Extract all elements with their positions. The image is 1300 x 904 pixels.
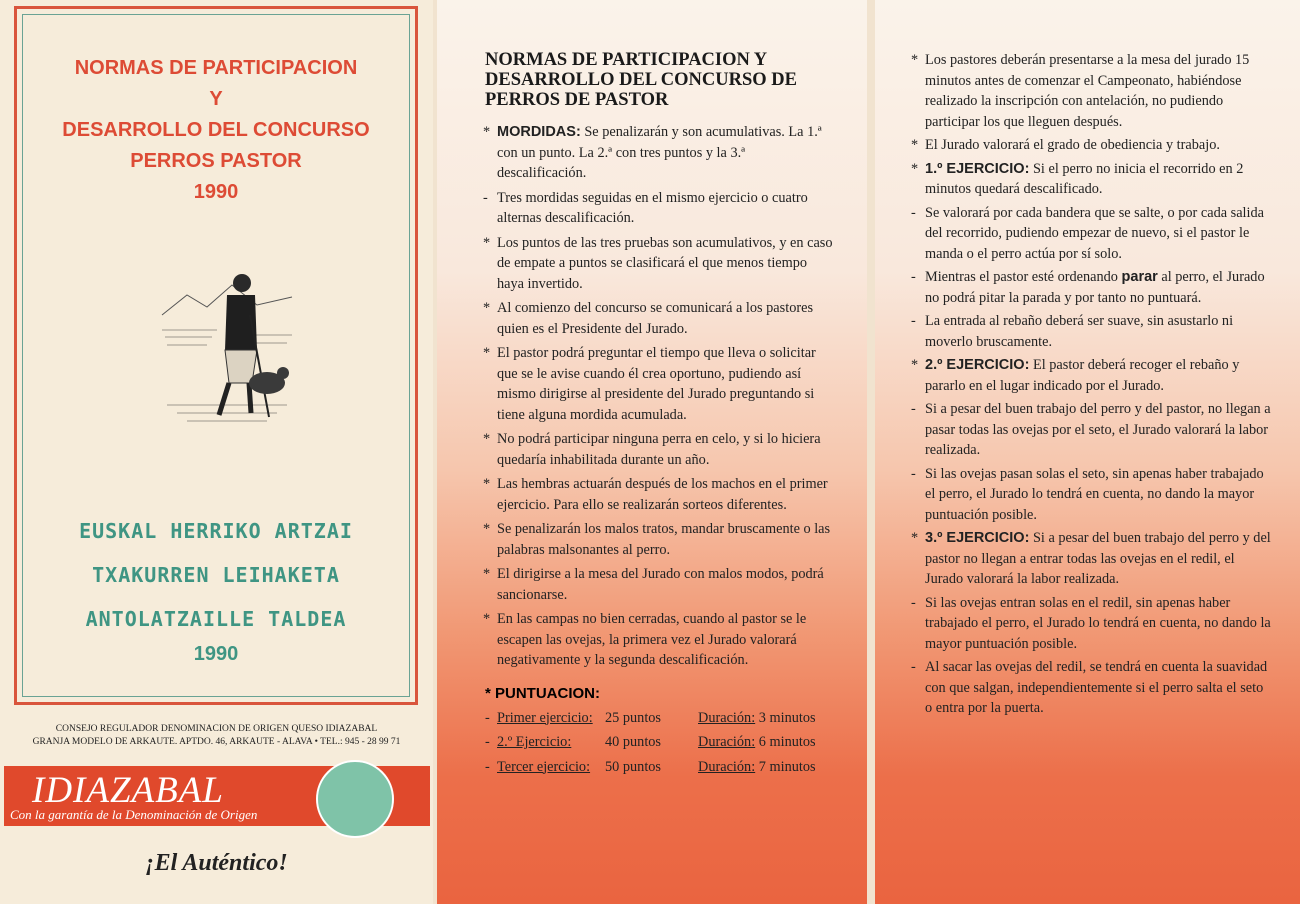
rule-item: * El dirigirse a la mesa del Jurado con malos modos, podrá sancionarse.: [483, 566, 824, 603]
rules-panel-continued: [875, 0, 1300, 904]
rule-item: * Los pastores deberán presentarse a la mesa del jurado 15 minutos antes de comenzar el Campeonato, habiéndose realizado la inscripción con antelación, no pudiendo participar los que lleguen después.: [911, 52, 1250, 130]
rule-item: * En las campas no bien cerradas, cuando al pastor se le escapen las ovejas, la primera vez el Jurado valorará negativamente y la segunda descalificación.: [483, 611, 807, 668]
rule-item: * Al comienzo del concurso se comunicará a los pastores quien es el Presidente del Jurado.: [483, 300, 814, 337]
rule-item: * 1.º EJERCICIO: Si el perro no inicia el recorrido en 2 minutos quedará descalificado.: [911, 160, 1244, 197]
cover-title: [17, 53, 415, 208]
basque-line: ANTOLATZAILLE TALDEA: [85, 607, 347, 631]
brand-logo: IDIAZABAL: [32, 770, 224, 811]
rule-item: - Si las ovejas pasan solas el seto, sin apenas haber trabajado el perro, el Jurado lo tendrá en cuenta, no dando la mayor puntuación posible.: [911, 465, 1264, 523]
rules-title: NORMAS DE PARTICIPACION Y DESARROLLO DEL CONCURSO DE PERROS DE PASTOR: [485, 50, 797, 110]
rule-item: * 3.º EJERCICIO: Si a pesar del buen trabajo del perro y del pastor no llegan a entrar todas las ovejas en el redil, el Jurado valorará la labor realizada.: [911, 530, 1271, 587]
rule-item: * Los puntos de las tres pruebas son acumulativos, y en caso de empate a puntos se clasificará el que menos tiempo haya invertido.: [483, 234, 833, 292]
rule-item: * 2.º EJERCICIO: El pastor deberá recoger el rebaño y pararlo en el lugar indicado por el Jurado.: [911, 357, 1240, 394]
cover-panel: [0, 0, 433, 904]
rule-item: - Si a pesar del buen trabajo del perro y del pastor, no llegan a pasar todas las ovejas por el seto, el Jurado valorará la labor realizada.: [911, 401, 1271, 458]
rule-item: - Mientras el pastor esté ordenando parar al perro, el Jurado no podrá pitar la parada y por tanto no puntuará.: [911, 269, 1265, 306]
slogan: ¡El Auténtico!: [145, 850, 288, 876]
basque-year: 1990: [193, 643, 239, 665]
puntuacion-section: [485, 685, 833, 780]
shepherd-illustration: [157, 255, 297, 435]
rule-item: - Al sacar las ovejas del redil, se tendrá en cuenta la suavidad con que salgan, independientemente si el perro salta el seto o entra por la puerta.: [911, 659, 1268, 716]
score-row: - Primer ejercicio: 25 puntos Duración: 3 minutos: [485, 709, 816, 726]
rule-item: * MORDIDAS: Se penalizarán y son acumulativas. La 1.ª con un punto. La 2.ª con tres puntos y la 3.ª descalificación.: [483, 124, 822, 181]
rule-item: * Las hembras actuarán después de los machos en el primer ejercicio. Para ello se realizarán sorteos diferentes.: [483, 476, 828, 513]
cover-year: 1990: [193, 181, 239, 203]
denominacion-seal-icon: [316, 760, 394, 838]
cover-title-line: Y: [209, 88, 223, 110]
basque-block: [17, 509, 415, 666]
score-row: - 2.º Ejercicio: 40 puntos Duración: 6 minutos: [485, 734, 816, 750]
basque-line: TXAKURREN LEIHAKETA: [92, 563, 340, 587]
rule-item: - Se valorará por cada bandera que se salte, o por cada salida del recorrido, pudiendo empezar de nuevo, si el pastor le manda o el perro actúa por sí solo.: [911, 204, 1264, 262]
rule-item: * El pastor podrá preguntar el tiempo que lleva o solicitar que se le avise cuando él crea oportuno, pudiendo así mismo dirigirse al presidente del Jurado preguntando si tiene alguna mordida acumulada.: [483, 345, 816, 423]
idiazabal-banner: [4, 766, 430, 826]
rule-item: - Tres mordidas seguidas en el mismo ejercicio o cuatro alternas descalificación.: [483, 189, 808, 226]
rule-item: * El Jurado valorará el grado de obediencia y trabajo.: [911, 137, 1220, 153]
basque-line: EUSKAL HERRIKO ARTZAI: [79, 519, 353, 543]
cover-title-line: NORMAS DE PARTICIPACION: [74, 57, 358, 79]
rule-item: - Si las ovejas entran solas en el redil, sin apenas haber trabajado el perro, el Jurado lo tendrá en cuenta, no dando la mayor puntuación posible.: [911, 594, 1271, 652]
cover-title-line: PERROS PASTOR: [130, 150, 302, 172]
rules-list: [485, 122, 833, 671]
cover-frame: [14, 6, 418, 705]
rule-item: - La entrada al rebaño deberá ser suave, sin asustarlo ni moverlo bruscamente.: [911, 313, 1234, 350]
cover-title-line: DESARROLLO DEL CONCURSO: [62, 119, 370, 141]
rule-item: * No podrá participar ninguna perra en celo, y si lo hiciera quedaría inhabilitada durante un año.: [483, 431, 821, 468]
score-row: - Tercer ejercicio: 50 puntos Duración: 7 minutos: [485, 758, 816, 775]
rule-item: * Se penalizarán los malos tratos, mandar bruscamente o las palabras malsonantes al perro.: [483, 521, 831, 558]
brand-tagline: Con la garantía de la Denominación de Origen: [10, 807, 258, 822]
consejo-address: CONSEJO REGULADOR DENOMINACION DE ORIGEN QUESO IDIAZABAL GRANJA MODELO DE ARKAUTE. APTDO. 46, ARKAUTE - ALAVA • TEL.: 945 - 28 99 71: [32, 724, 401, 747]
rules-list-continued: [913, 50, 1272, 719]
puntuacion-heading: * PUNTUACION:: [485, 684, 600, 702]
rules-panel: [437, 0, 867, 904]
